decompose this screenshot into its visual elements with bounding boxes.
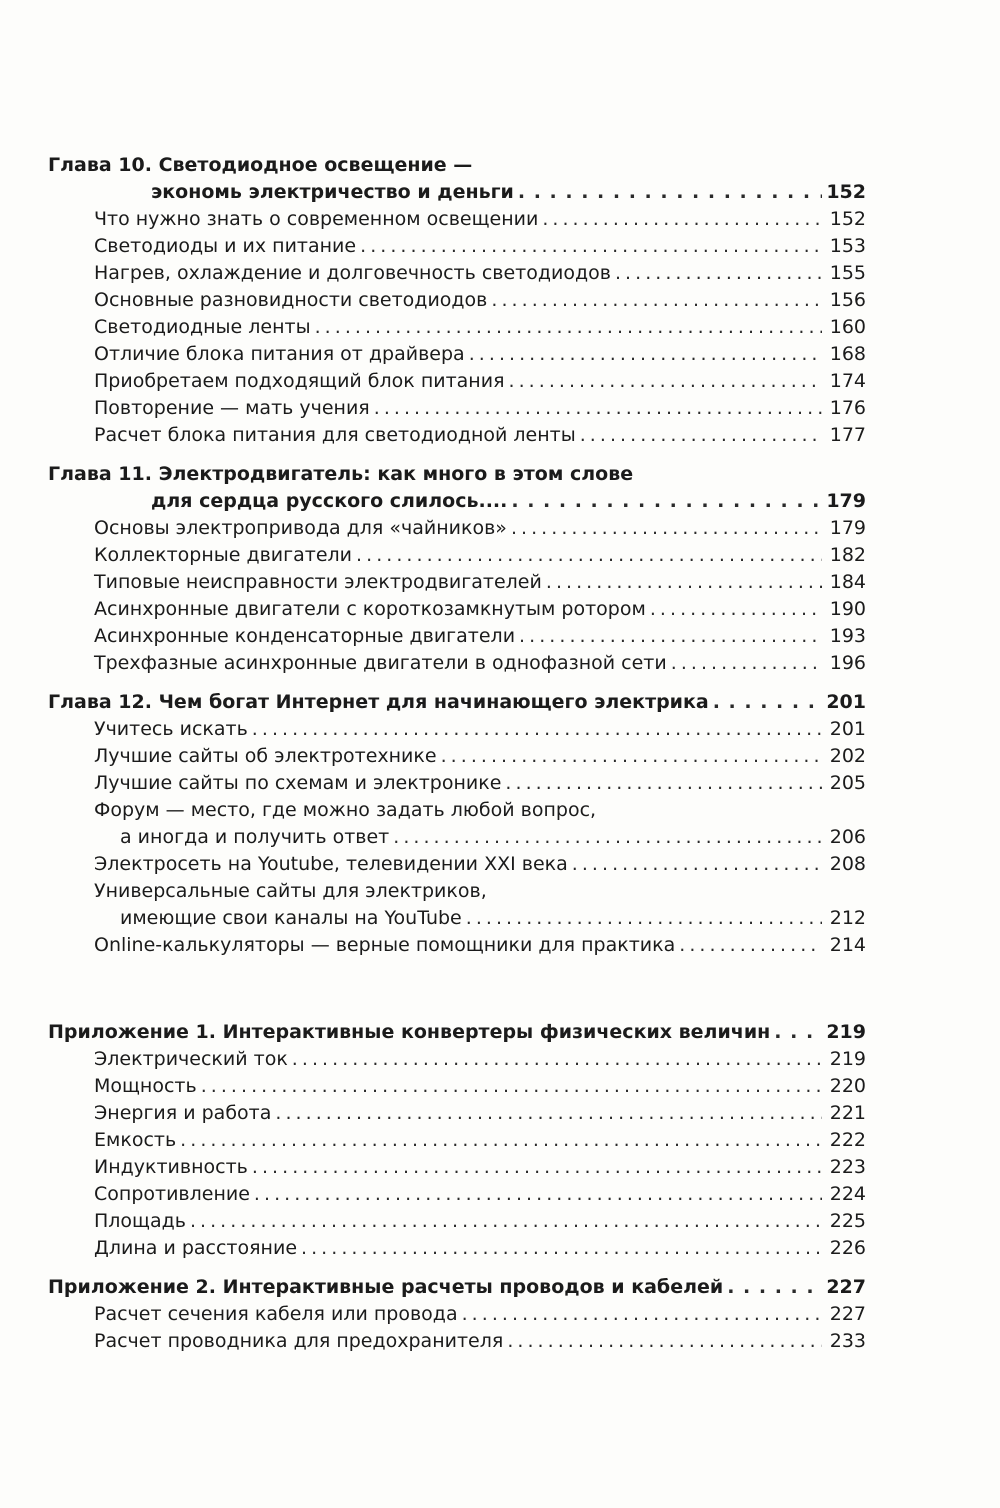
page-number: 225: [829, 1210, 866, 1232]
dot-leader: [546, 569, 822, 596]
dot-leader: [462, 1301, 822, 1328]
toc-item-title: Расчет сечения кабеля или провода: [94, 1303, 458, 1325]
toc-item-title: Учитесь искать: [94, 718, 248, 740]
page-number: 179: [826, 490, 866, 512]
toc-item-title: Мощность: [94, 1075, 197, 1097]
toc-item[interactable]: [48, 368, 866, 395]
toc-item[interactable]: [48, 650, 866, 677]
toc-item[interactable]: [48, 1328, 866, 1355]
page-number: 219: [826, 1021, 866, 1043]
page-number: 182: [829, 544, 866, 566]
dot-leader: [252, 716, 822, 743]
page-number: 193: [829, 625, 866, 647]
dot-leader: [491, 287, 822, 314]
dot-leader: [190, 1208, 822, 1235]
toc-item-title: Основные разновидности светодиодов: [94, 289, 488, 311]
toc-item[interactable]: [48, 206, 866, 233]
toc-item-title: Емкость: [94, 1129, 177, 1151]
toc-item[interactable]: [48, 341, 866, 368]
page-number: 155: [829, 262, 866, 284]
dot-leader: [301, 1235, 822, 1262]
page-number: 179: [829, 517, 866, 539]
dot-leader: [713, 689, 822, 716]
page-number: 160: [829, 316, 866, 338]
dot-leader: [252, 1154, 822, 1181]
toc-item-title-line1: Форум — место, где можно задать любой вопрос,: [94, 799, 597, 821]
toc-item[interactable]: [48, 905, 866, 932]
toc-item-title: Трехфазные асинхронные двигатели в однофазной сети: [94, 652, 667, 674]
chapter-title-line1: Глава 10. Светодиодное освещение —: [48, 154, 473, 176]
toc-item[interactable]: [48, 1127, 866, 1154]
page-number: 196: [829, 652, 866, 674]
toc-item-title: Лучшие сайты по схемам и электронике: [94, 772, 502, 794]
dot-leader: [374, 395, 822, 422]
dot-leader: [254, 1181, 822, 1208]
toc-item[interactable]: [48, 233, 866, 260]
chapter-title-line2: для сердца русского слилось....: [151, 490, 508, 512]
toc-item-title: Площадь: [94, 1210, 186, 1232]
page-number: 156: [829, 289, 866, 311]
dot-leader: [356, 542, 822, 569]
dot-leader: [315, 314, 822, 341]
page-number: 208: [829, 853, 866, 875]
toc-item-title-line2: а иногда и получить ответ: [120, 826, 390, 848]
toc-item-title: Приобретаем подходящий блок питания: [94, 370, 505, 392]
dot-leader: [572, 851, 822, 878]
page-number: 223: [829, 1156, 866, 1178]
page-number: 227: [826, 1276, 866, 1298]
toc-item[interactable]: [48, 1235, 866, 1262]
chapter-title-row[interactable]: [48, 1274, 866, 1301]
page-number: 205: [829, 772, 866, 794]
toc-item[interactable]: [48, 395, 866, 422]
toc-item[interactable]: [48, 1073, 866, 1100]
page-number: 174: [829, 370, 866, 392]
toc-item-title: Электрический ток: [94, 1048, 288, 1070]
toc-item-title: Светодиоды и их питание: [94, 235, 357, 257]
page-number: 201: [826, 691, 866, 713]
toc-item-title: Online-калькуляторы — верные помощники для практика: [94, 934, 676, 956]
appendix-2: [48, 1274, 866, 1355]
dot-leader: [509, 368, 823, 395]
toc-item-title: Асинхронные конденсаторные двигатели: [94, 625, 516, 647]
dot-leader: [507, 1328, 822, 1355]
chapter-title-row[interactable]: [48, 689, 866, 716]
chapter-title-line2: экономь электричество и деньги: [151, 181, 514, 203]
chapter-title-line1: Глава 11. Электродвигатель: как много в этом слове: [48, 463, 634, 485]
toc-item[interactable]: [48, 314, 866, 341]
toc-item[interactable]: [48, 569, 866, 596]
page-number: 177: [829, 424, 866, 446]
toc-item[interactable]: [48, 260, 866, 287]
toc-item-title: Сопротивление: [94, 1183, 250, 1205]
toc-item-title-line2: имеющие свои каналы на YouTube: [120, 907, 462, 929]
page-number: 184: [829, 571, 866, 593]
dot-leader: [518, 179, 822, 206]
chapter-title-row[interactable]: [48, 1019, 866, 1046]
toc-item-title: Основы электропривода для «чайников»: [94, 517, 507, 539]
toc-item-title: Светодиодные ленты: [94, 316, 311, 338]
toc-item[interactable]: [48, 932, 866, 959]
page-number: 221: [829, 1102, 866, 1124]
dot-leader: [519, 623, 822, 650]
toc-item[interactable]: [48, 716, 866, 743]
page-number: 152: [826, 181, 866, 203]
toc-item-title: Нагрев, охлаждение и долговечность светодиодов: [94, 262, 611, 284]
toc-item[interactable]: [48, 1100, 866, 1127]
chapter-title-row[interactable]: [48, 179, 866, 206]
table-of-contents: [48, 152, 866, 1367]
chapter-title: Глава 12. Чем богат Интернет для начинающего электрика: [48, 691, 709, 713]
page-number: 222: [829, 1129, 866, 1151]
page-number: 202: [829, 745, 866, 767]
page-number: 220: [829, 1075, 866, 1097]
toc-item[interactable]: [48, 1301, 866, 1328]
chapter-10: [48, 152, 866, 449]
toc-item-title: Электросеть на Youtube, телевидении XXI века: [94, 853, 568, 875]
page-number: 224: [829, 1183, 866, 1205]
page-number: 168: [829, 343, 866, 365]
toc-item[interactable]: [48, 596, 866, 623]
dot-leader: [650, 596, 822, 623]
dot-leader: [671, 650, 822, 677]
toc-item-title: Асинхронные двигатели с короткозамкнутым ротором: [94, 598, 646, 620]
chapter-12: [48, 689, 866, 959]
dot-leader: [292, 1046, 822, 1073]
toc-item[interactable]: [48, 851, 866, 878]
page-number: 190: [829, 598, 866, 620]
toc-item[interactable]: [48, 1181, 866, 1208]
dot-leader: [180, 1127, 822, 1154]
appendix-1: [48, 1019, 866, 1262]
toc-item[interactable]: [48, 1046, 866, 1073]
chapter-title-row[interactable]: [48, 488, 866, 515]
page-number: 176: [829, 397, 866, 419]
toc-item-title: Расчет проводника для предохранителя: [94, 1330, 504, 1352]
toc-item-title: Повторение — мать учения: [94, 397, 370, 419]
page-number: 152: [829, 208, 866, 230]
toc-item-title-line1: Универсальные сайты для электриков,: [94, 880, 487, 902]
toc-item[interactable]: [48, 824, 866, 851]
dot-leader: [580, 422, 822, 449]
page-number: 233: [829, 1330, 866, 1352]
toc-item[interactable]: [48, 1208, 866, 1235]
dot-leader: [469, 341, 822, 368]
toc-item-title: Коллекторные двигатели: [94, 544, 353, 566]
page-number: 226: [829, 1237, 866, 1259]
toc-item[interactable]: [48, 770, 866, 797]
dot-leader: [360, 233, 822, 260]
page-number: 153: [829, 235, 866, 257]
toc-item-title: Длина и расстояние: [94, 1237, 298, 1259]
dot-leader: [275, 1100, 822, 1127]
toc-item-title: Типовые неисправности электродвигателей: [94, 571, 542, 593]
page-number: 219: [829, 1048, 866, 1070]
page-number: 227: [829, 1303, 866, 1325]
dot-leader: [201, 1073, 822, 1100]
toc-item[interactable]: [48, 422, 866, 449]
dot-leader: [505, 770, 822, 797]
page-number: 201: [829, 718, 866, 740]
page-number: 206: [829, 826, 866, 848]
dot-leader: [393, 824, 822, 851]
toc-item[interactable]: [48, 515, 866, 542]
dot-leader: [466, 905, 822, 932]
dot-leader: [774, 1019, 822, 1046]
toc-item-title: Что нужно знать о современном освещении: [94, 208, 539, 230]
dot-leader: [615, 260, 822, 287]
dot-leader: [542, 206, 822, 233]
toc-item-title: Отличие блока питания от драйвера: [94, 343, 465, 365]
page-number: 214: [829, 934, 866, 956]
toc-item[interactable]: [48, 1154, 866, 1181]
toc-item[interactable]: [48, 743, 866, 770]
toc-item[interactable]: [48, 287, 866, 314]
chapter-11: [48, 461, 866, 677]
toc-item[interactable]: [48, 623, 866, 650]
chapter-title: Приложение 2. Интерактивные расчеты проводов и кабелей: [48, 1276, 724, 1298]
toc-item-title: Расчет блока питания для светодиодной ленты: [94, 424, 576, 446]
chapter-title: Приложение 1. Интерактивные конвертеры физических величин: [48, 1021, 771, 1043]
dot-leader: [441, 743, 822, 770]
toc-item-title: Энергия и работа: [94, 1102, 272, 1124]
dot-leader: [679, 932, 822, 959]
page-number: 212: [829, 907, 866, 929]
toc-item-title: Лучшие сайты об электротехнике: [94, 745, 437, 767]
dot-leader: [727, 1274, 822, 1301]
dot-leader: [511, 515, 822, 542]
toc-item-title: Индуктивность: [94, 1156, 248, 1178]
dot-leader: [511, 488, 822, 515]
toc-item[interactable]: [48, 542, 866, 569]
